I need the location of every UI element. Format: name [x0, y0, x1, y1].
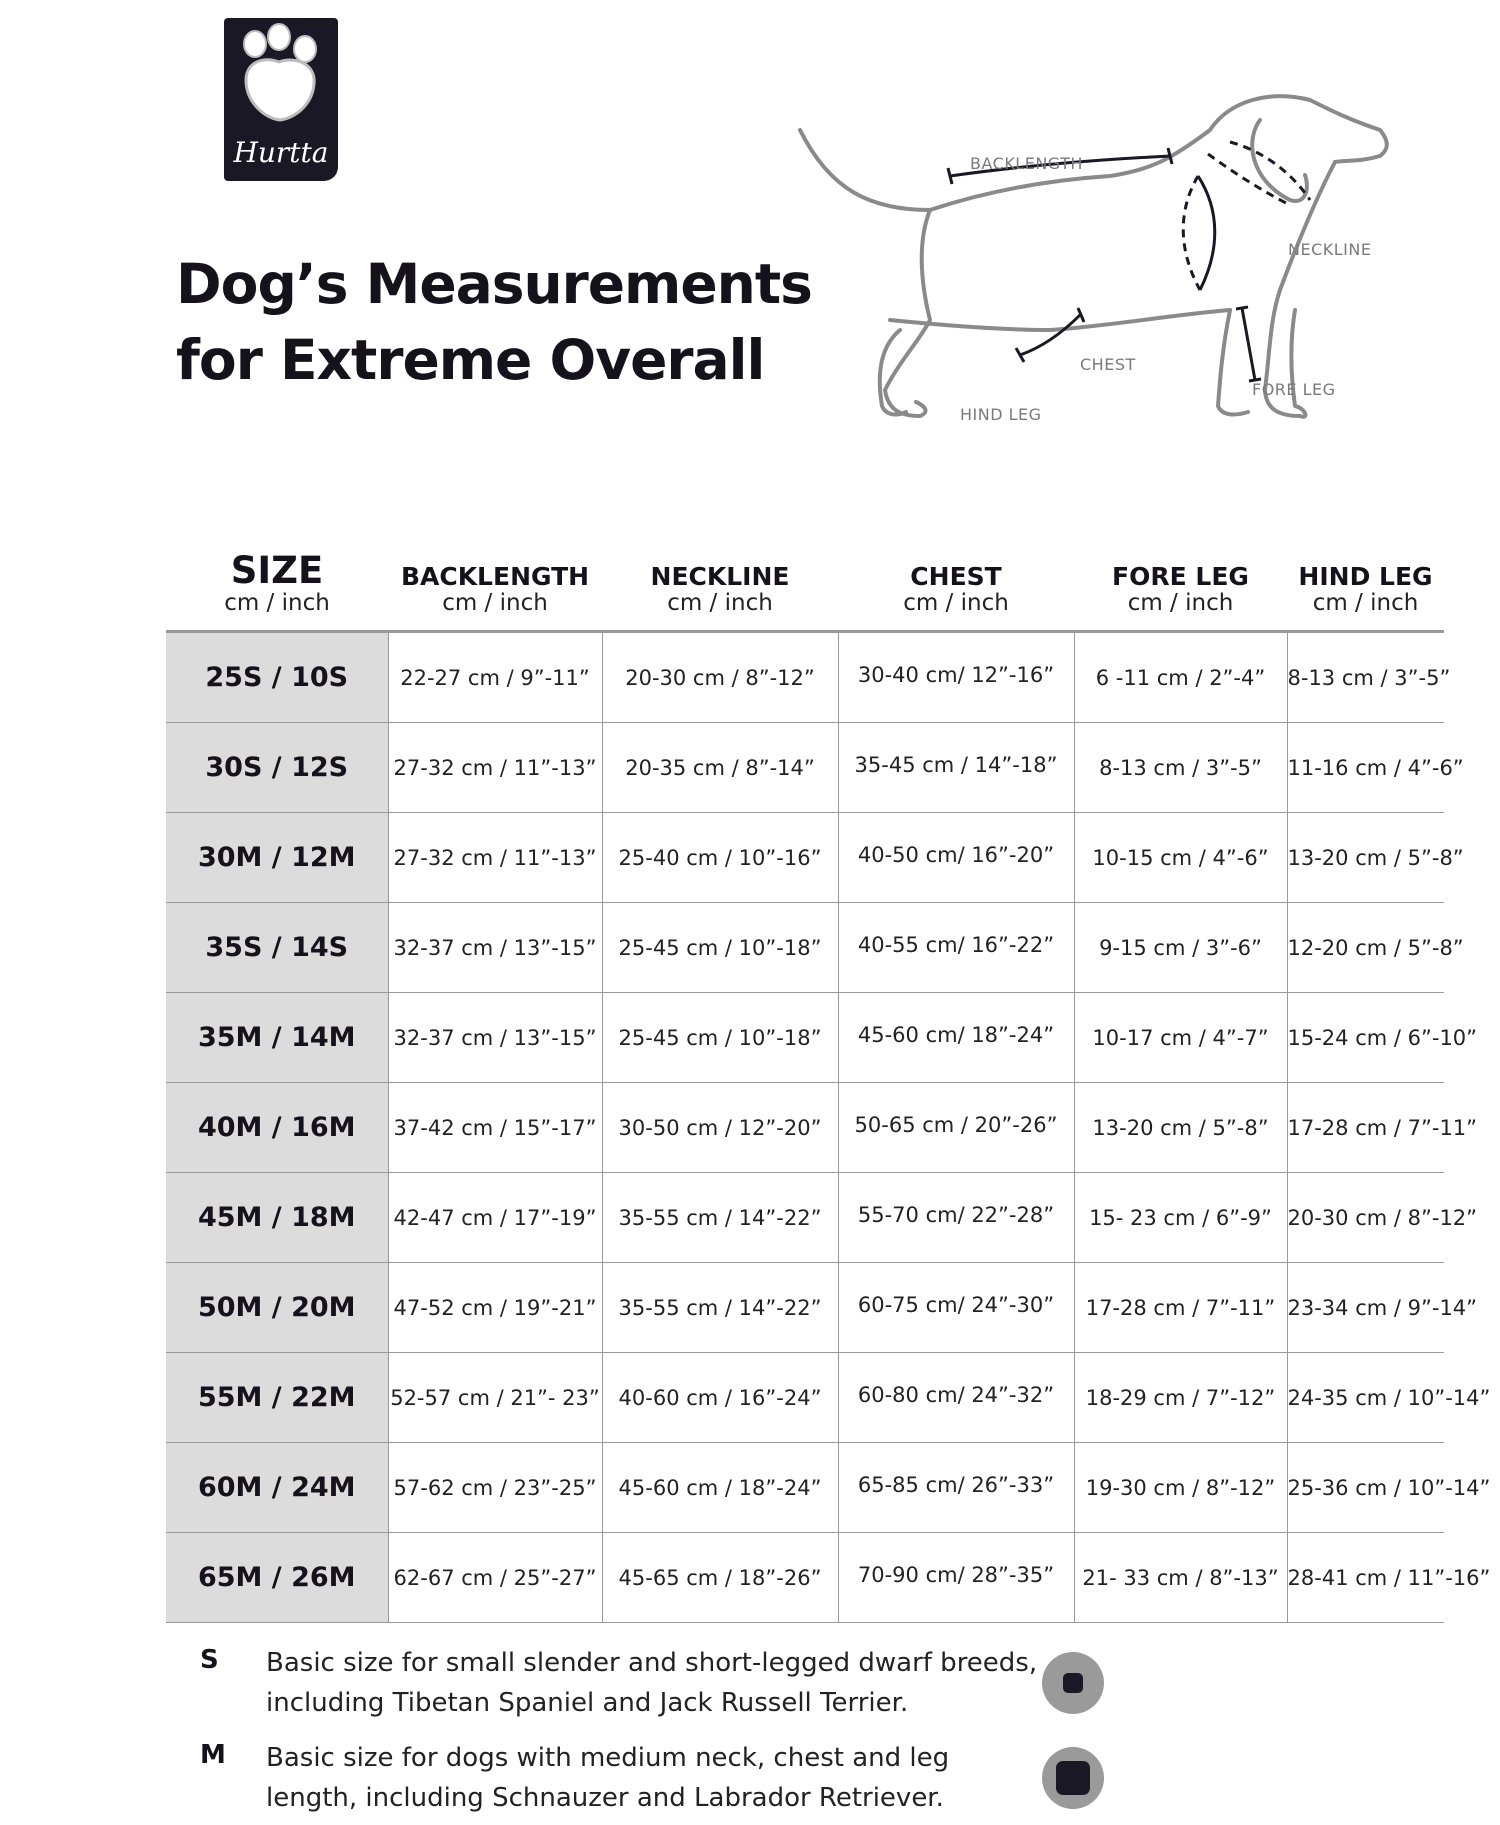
table-row [166, 1353, 1444, 1443]
table-row [166, 1443, 1444, 1533]
label-hind-leg: HIND LEG [960, 405, 1042, 424]
chest-cell: 60-75 cm/ 24”-30” [838, 1263, 1074, 1353]
chest-cell: 45-60 cm/ 18”-24” [838, 993, 1074, 1083]
label-backlength: BACKLENGTH [970, 154, 1083, 173]
backlength-cell: 52-57 cm / 21”- 23” [388, 1353, 602, 1443]
size-cell: 60M / 24M [166, 1443, 388, 1533]
chest-cell: 70-90 cm/ 28”-35” [838, 1533, 1074, 1623]
neckline-cell: 45-60 cm / 18”-24” [602, 1443, 838, 1533]
size-m-badge-icon [1042, 1747, 1104, 1809]
note-size-m [200, 1730, 1200, 1825]
dog-outline-illustration [790, 90, 1410, 500]
header-backlength: BACKLENGTH cm / inch [388, 530, 602, 632]
page-title [176, 246, 816, 398]
table-row [166, 1173, 1444, 1263]
backlength-cell: 42-47 cm / 17”-19” [388, 1173, 602, 1263]
chest-cell: 65-85 cm/ 26”-33” [838, 1443, 1074, 1533]
neckline-cell: 25-45 cm / 10”-18” [602, 993, 838, 1083]
chest-cell: 60-80 cm/ 24”-32” [838, 1353, 1074, 1443]
table-row [166, 903, 1444, 993]
header-neckline: NECKLINE cm / inch [602, 530, 838, 632]
fore-leg-cell: 17-28 cm / 7”-11” [1074, 1263, 1287, 1353]
backlength-cell: 22-27 cm / 9”-11” [388, 632, 602, 723]
chest-cell: 50-65 cm / 20”-26” [838, 1083, 1074, 1173]
size-notes [200, 1635, 1200, 1825]
backlength-cell: 27-32 cm / 11”-13” [388, 723, 602, 813]
backlength-cell: 57-62 cm / 23”-25” [388, 1443, 602, 1533]
table-row [166, 1263, 1444, 1353]
size-table [166, 530, 1491, 1623]
table-row [166, 1533, 1444, 1623]
chest-cell: 55-70 cm/ 22”-28” [838, 1173, 1074, 1263]
label-chest: CHEST [1080, 355, 1136, 374]
hind-leg-cell: 25-36 cm / 10”-14” [1287, 1443, 1444, 1533]
backlength-cell: 62-67 cm / 25”-27” [388, 1533, 602, 1623]
hind-leg-cell: 23-34 cm / 9”-14” [1287, 1263, 1444, 1353]
table-row [166, 723, 1444, 813]
title-line-1: Dog’s Measurements [176, 252, 812, 316]
hind-leg-cell: 8-13 cm / 3”-5” [1287, 632, 1444, 723]
chest-cell: 40-50 cm/ 16”-20” [838, 813, 1074, 903]
dog-measurement-diagram [790, 90, 1410, 500]
table-row [166, 632, 1444, 723]
size-cell: 40M / 16M [166, 1083, 388, 1173]
header-fore-leg: FORE LEG cm / inch [1074, 530, 1287, 632]
fore-leg-cell: 19-30 cm / 8”-12” [1074, 1443, 1287, 1533]
fore-leg-cell: 10-15 cm / 4”-6” [1074, 813, 1287, 903]
note-text: Basic size for dogs with medium neck, chest and leg length, including Schnauzer and Labrador Retriever. [266, 1743, 950, 1813]
hind-leg-cell: 28-41 cm / 11”-16” [1287, 1533, 1444, 1623]
note-size-s [200, 1635, 1200, 1730]
neckline-cell: 35-55 cm / 14”-22” [602, 1173, 838, 1263]
size-cell: 35S / 14S [166, 903, 388, 993]
hind-leg-cell: 24-35 cm / 10”-14” [1287, 1353, 1444, 1443]
header-hind-leg: HIND LEG cm / inch [1287, 530, 1444, 632]
neckline-cell: 25-45 cm / 10”-18” [602, 903, 838, 993]
hind-leg-cell: 15-24 cm / 6”-10” [1287, 993, 1444, 1083]
neckline-cell: 35-55 cm / 14”-22” [602, 1263, 838, 1353]
fore-leg-cell: 8-13 cm / 3”-5” [1074, 723, 1287, 813]
neckline-cell: 45-65 cm / 18”-26” [602, 1533, 838, 1623]
size-cell: 65M / 26M [166, 1533, 388, 1623]
brand-wordmark: Hurtta [233, 136, 329, 169]
note-letter: S [200, 1645, 219, 1675]
size-cell: 35M / 14M [166, 993, 388, 1083]
size-cell: 45M / 18M [166, 1173, 388, 1263]
backlength-cell: 32-37 cm / 13”-15” [388, 903, 602, 993]
fore-leg-cell: 15- 23 cm / 6”-9” [1074, 1173, 1287, 1263]
table-row [166, 813, 1444, 903]
size-cell: 30M / 12M [166, 813, 388, 903]
label-neckline: NECKLINE [1288, 240, 1372, 259]
chest-cell: 35-45 cm / 14”-18” [838, 723, 1074, 813]
size-cell: 50M / 20M [166, 1263, 388, 1353]
hind-leg-cell: 13-20 cm / 5”-8” [1287, 813, 1444, 903]
header-chest: CHEST cm / inch [838, 530, 1074, 632]
header-size: SIZE cm / inch [166, 530, 388, 632]
neckline-cell: 20-30 cm / 8”-12” [602, 632, 838, 723]
size-cell: 55M / 22M [166, 1353, 388, 1443]
fore-leg-cell: 21- 33 cm / 8”-13” [1074, 1533, 1287, 1623]
fore-leg-cell: 18-29 cm / 7”-12” [1074, 1353, 1287, 1443]
backlength-cell: 37-42 cm / 15”-17” [388, 1083, 602, 1173]
chest-cell: 30-40 cm/ 12”-16” [838, 632, 1074, 723]
fore-leg-cell: 13-20 cm / 5”-8” [1074, 1083, 1287, 1173]
neckline-cell: 30-50 cm / 12”-20” [602, 1083, 838, 1173]
note-text: Basic size for small slender and short-legged dwarf breeds, including Tibetan Spaniel and Jack Russell Terrier. [266, 1648, 1038, 1718]
neckline-cell: 20-35 cm / 8”-14” [602, 723, 838, 813]
hind-leg-cell: 20-30 cm / 8”-12” [1287, 1173, 1444, 1263]
hind-leg-cell: 17-28 cm / 7”-11” [1287, 1083, 1444, 1173]
size-cell: 30S / 12S [166, 723, 388, 813]
neckline-cell: 25-40 cm / 10”-16” [602, 813, 838, 903]
note-letter: M [200, 1740, 226, 1770]
backlength-cell: 32-37 cm / 13”-15” [388, 993, 602, 1083]
hind-leg-cell: 12-20 cm / 5”-8” [1287, 903, 1444, 993]
neckline-cell: 40-60 cm / 16”-24” [602, 1353, 838, 1443]
fore-leg-cell: 6 -11 cm / 2”-4” [1074, 632, 1287, 723]
table-row [166, 993, 1444, 1083]
size-cell: 25S / 10S [166, 632, 388, 723]
table-row [166, 1083, 1444, 1173]
backlength-cell: 27-32 cm / 11”-13” [388, 813, 602, 903]
hind-leg-cell: 11-16 cm / 4”-6” [1287, 723, 1444, 813]
fore-leg-cell: 10-17 cm / 4”-7” [1074, 993, 1287, 1083]
brand-logo [224, 18, 338, 181]
size-s-badge-icon [1042, 1652, 1104, 1714]
fore-leg-cell: 9-15 cm / 3”-6” [1074, 903, 1287, 993]
table-header-row [166, 530, 1444, 632]
title-line-2: for Extreme Overall [176, 328, 765, 392]
label-fore-leg: FORE LEG [1252, 380, 1336, 399]
chest-cell: 40-55 cm/ 16”-22” [838, 903, 1074, 993]
backlength-cell: 47-52 cm / 19”-21” [388, 1263, 602, 1353]
